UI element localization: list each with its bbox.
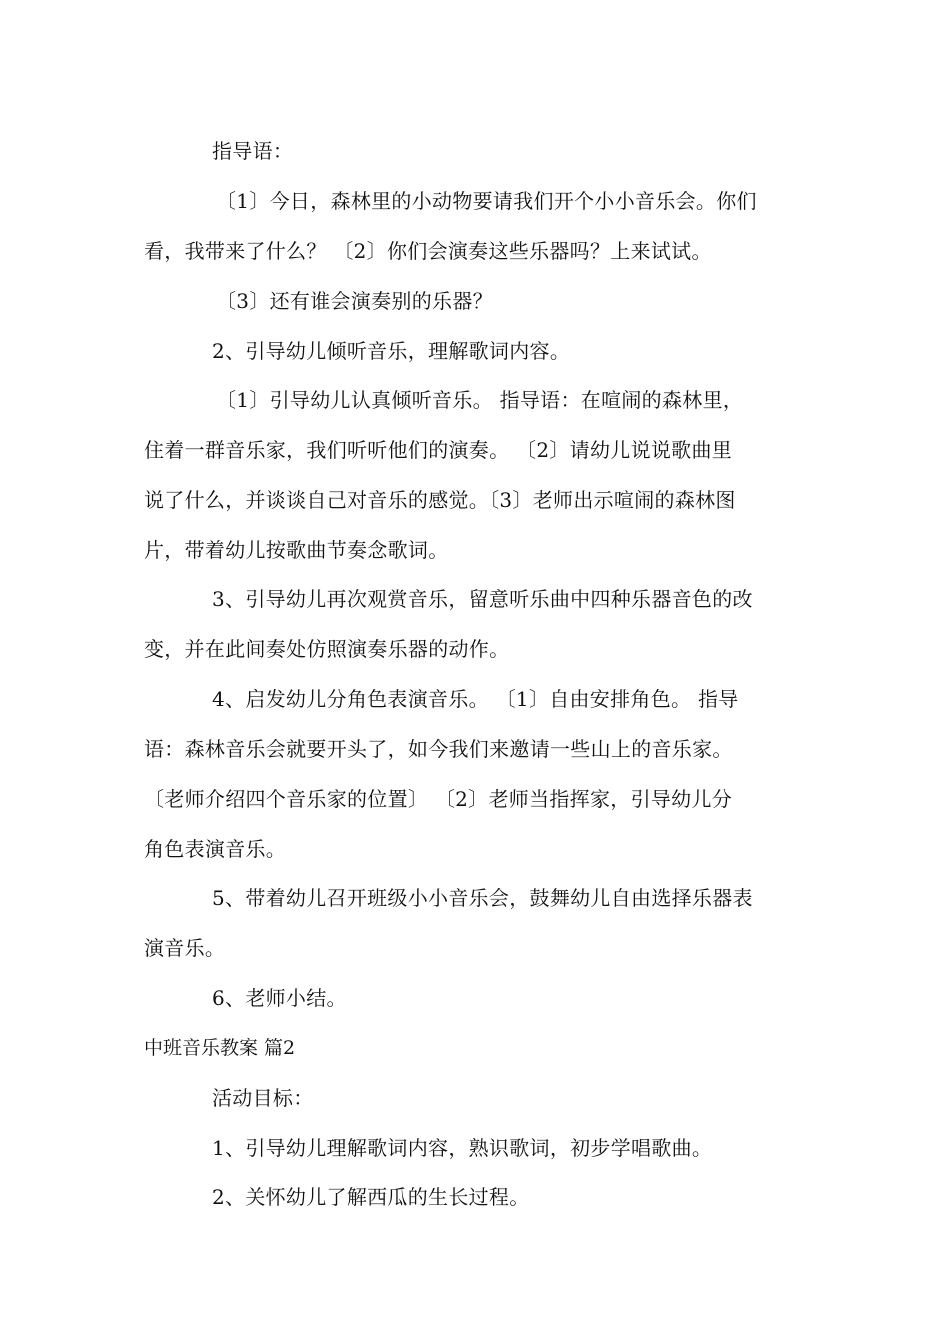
paragraph-line: 4、启发幼儿分角色表演音乐。 〔1〕自由安排角色。 指导 [212, 687, 739, 711]
paragraph-line: 说了什么，并谈谈自己对音乐的感觉。〔3〕老师出示喧闹的森林图 [144, 488, 736, 512]
paragraph-line: 〔1〕引导幼儿认真倾听音乐。 指导语：在喧闹的森林里， [216, 388, 744, 412]
paragraph-line: 角色表演音乐。 [144, 837, 287, 861]
paragraph-line: 5、带着幼儿召开班级小小音乐会，鼓舞幼儿自由选择乐器表 [212, 886, 753, 910]
paragraph-line: 〔1〕今日，森林里的小动物要请我们开个小小音乐会。你们 [216, 189, 757, 213]
paragraph-line: 〔3〕还有谁会演奏别的乐器？ [216, 289, 493, 313]
paragraph-line: 看，我带来了什么？ 〔2〕你们会演奏这些乐器吗？上来试试。 [144, 239, 712, 263]
paragraph-line: 住着一群音乐家，我们听听他们的演奏。 〔2〕请幼儿说说歌曲里 [144, 438, 733, 462]
paragraph-line: 片，带着幼儿按歌曲节奏念歌词。 [144, 538, 449, 562]
paragraph-line: 活动目标： [212, 1086, 314, 1110]
paragraph-line: 〔老师介绍四个音乐家的位置〕 〔2〕老师当指挥家，引导幼儿分 [144, 787, 733, 811]
paragraph-line: 语：森林音乐会就要开头了，如今我们来邀请一些山上的音乐家。 [144, 737, 733, 761]
paragraph-line: 2、引导幼儿倾听音乐，理解歌词内容。 [212, 339, 571, 363]
section-heading: 中班音乐教案 篇2 [144, 1037, 296, 1059]
paragraph-line: 1、引导幼儿理解歌词内容，熟识歌词，初步学唱歌曲。 [212, 1136, 713, 1160]
paragraph-line: 指导语： [212, 139, 294, 163]
paragraph-line: 变，并在此间奏处仿照演奏乐器的动作。 [144, 637, 510, 661]
paragraph-line: 2、关怀幼儿了解西瓜的生长过程。 [212, 1185, 530, 1209]
paragraph-line: 6、老师小结。 [212, 986, 347, 1010]
paragraph-line: 3、引导幼儿再次观赏音乐，留意听乐曲中四种乐器音色的改 [212, 587, 753, 611]
paragraph-line: 演音乐。 [144, 936, 226, 960]
